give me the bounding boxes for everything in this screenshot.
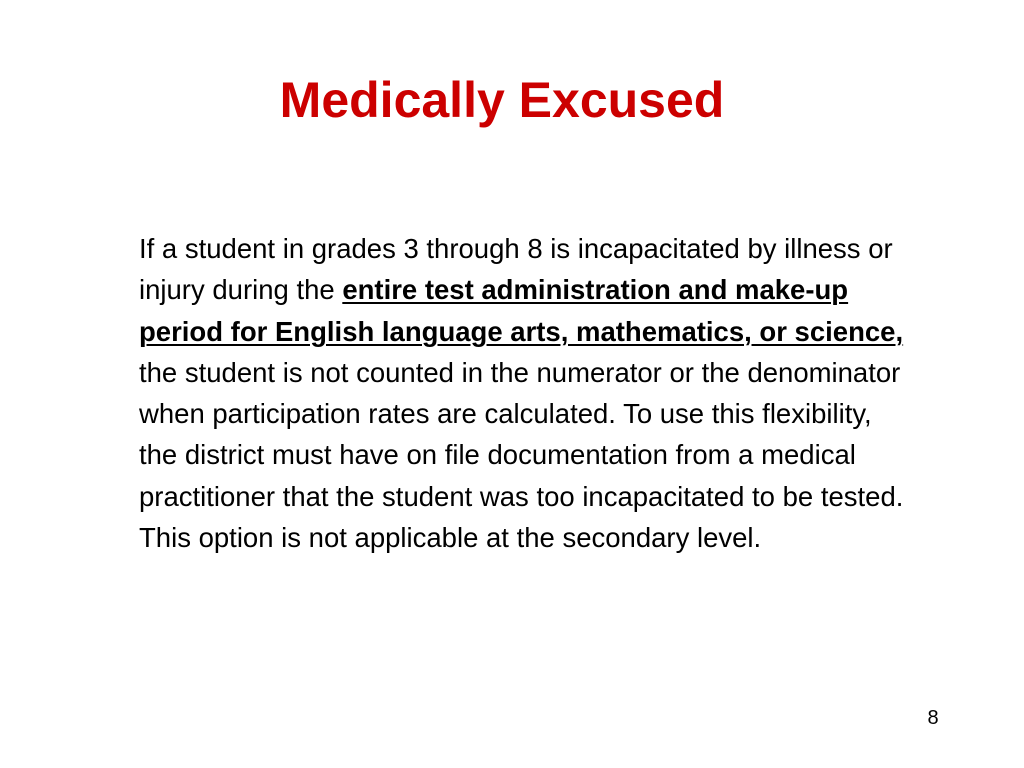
paragraph-rest: the student is not counted in the numerator or the denominator when participation rates are calculated. To use this flexibility, the district must have on file documentation from a medical practitioner that the student was too incapacitated to be tested. This option is not applicable at the secondary level.	[139, 356, 904, 554]
body-paragraph	[139, 228, 909, 558]
page-number: 8	[927, 707, 939, 729]
paragraph-emphasis: entire test administration and make-up period for English language arts, mathematics, or science,	[139, 274, 904, 347]
slide-title: Medically Excused	[279, 72, 725, 128]
paragraph-lead: If a student in grades 3 through 8 is incapacitated by illness or injury during the	[139, 233, 893, 306]
